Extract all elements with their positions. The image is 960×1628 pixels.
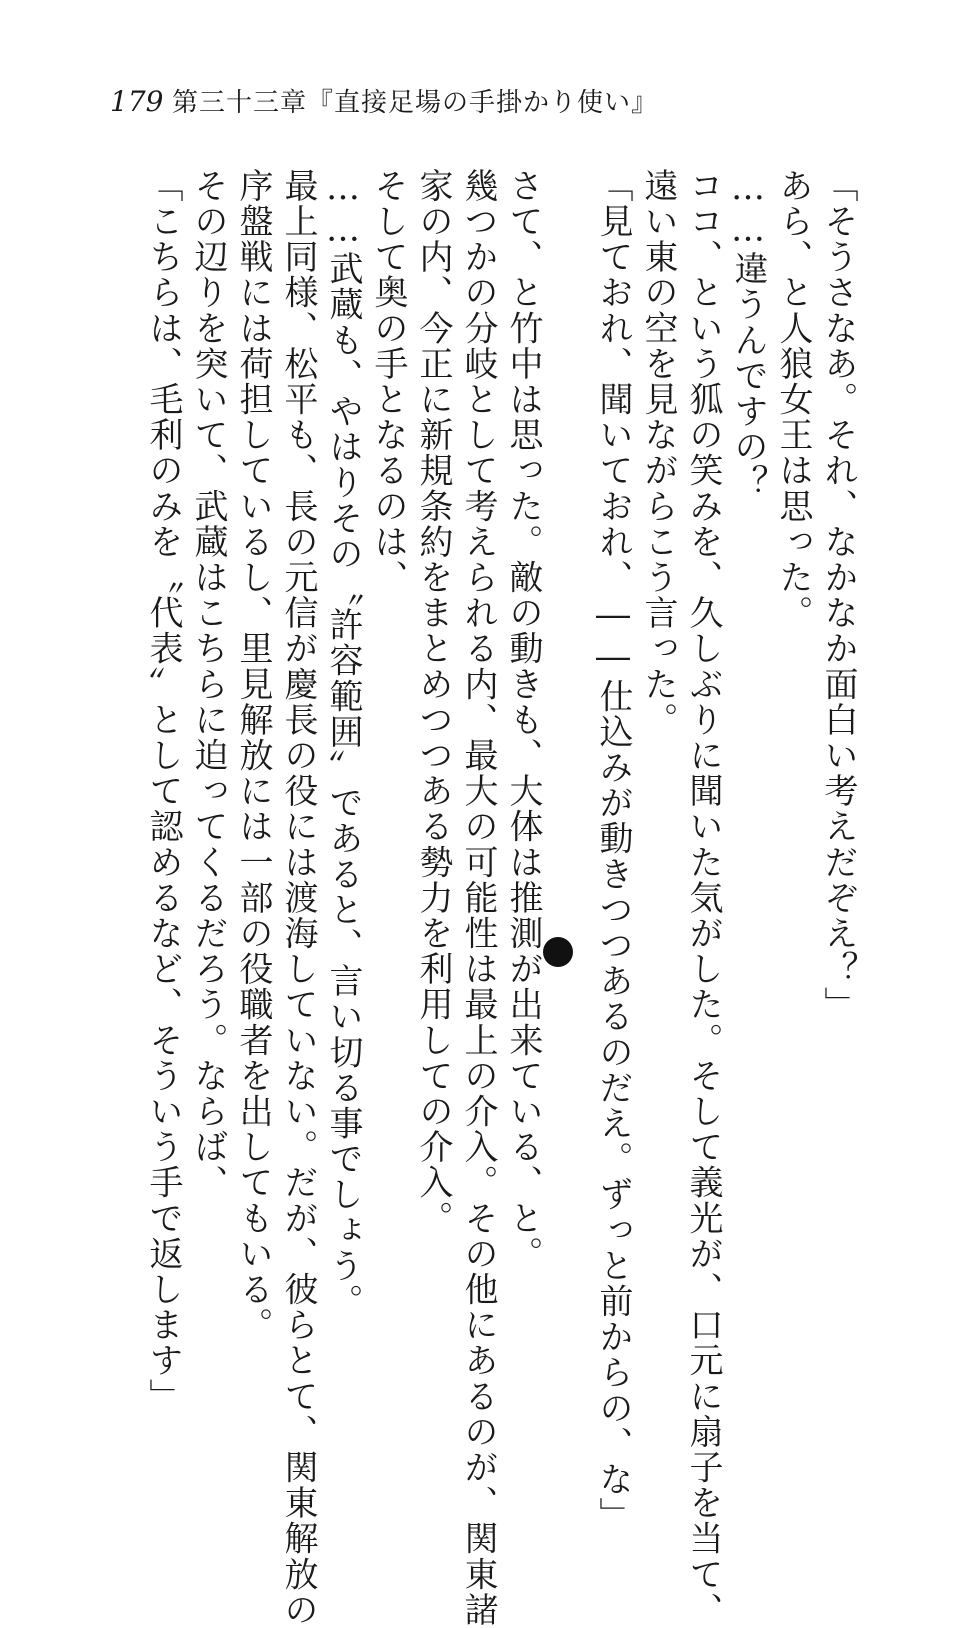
body-text (90, 168, 860, 1628)
section-gap (545, 168, 590, 1368)
text-line: 幾つかの分岐として考えられる内、最大の可能性は最上の介入。その他にあるのが、関東諸 (458, 168, 498, 1628)
text-line: 「見ておれ、聞いておれ、――仕込みが動きつつあるのだえ。ずっと前からの、な」 (593, 168, 633, 1533)
text-line: そして奥の手となるのは、 (368, 168, 408, 596)
text-line: ……違うんですの？ (728, 168, 768, 501)
text-line: ……武蔵も、やはりその〝許容範囲〟であると、言い切る事でしょう。 (323, 168, 363, 1320)
text-line: あら、と人狼女王は思った。 (773, 168, 813, 631)
text-line: 家の内、今正に新規条約をまとめつつある勢力を利用しての介入。 (413, 168, 453, 1236)
page-number: 179 (110, 85, 164, 118)
text-line: ココ、という狐の笑みを、久しぶりに聞いた気がした。そして義光が、口元に扇子を当て、 (683, 168, 723, 1628)
text-line: さて、と竹中は思った。敵の動きも、大体は推測が出来ている、と。 (503, 168, 543, 1272)
text-line: 「こちらは、毛利のみを〝代表〟として認めるなど、そういう手で返します」 (143, 168, 183, 1414)
text-line: その辺りを突いて、武蔵はこちらに迫ってくるだろう。ならば、 (188, 168, 228, 1201)
text-line: 「そうさなあ。それ、なかなか面白い考えだぞえ？」 (818, 168, 858, 1023)
text-line: 遠い東の空を見ながらこう言った。 (638, 168, 678, 738)
text-line: 序盤戦には荷担しているし、里見解放には一部の役職者を出してもいる。 (233, 168, 273, 1343)
chapter-title: 第三十三章『直接足場の手掛かり使い』 (172, 88, 659, 118)
text-line: 最上同様、松平も、長の元信が慶長の役には渡海していない。だが、彼らとて、関東解放の (278, 168, 318, 1628)
